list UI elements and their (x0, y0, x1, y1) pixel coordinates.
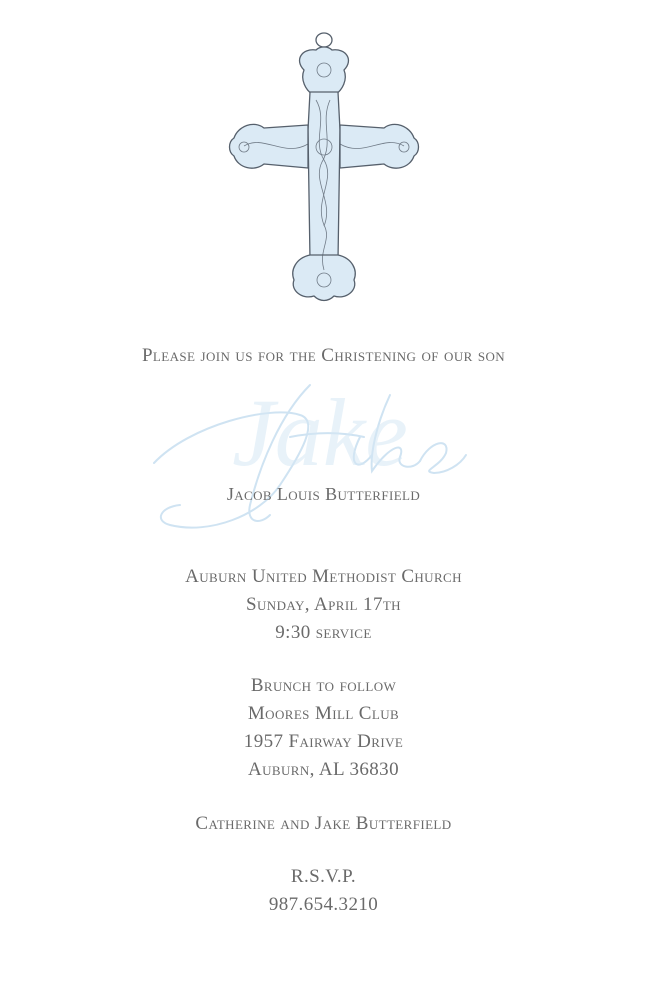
ceremony-date: Sunday, April 17th (246, 594, 401, 615)
reception-street: 1957 Fairway Drive (243, 731, 404, 752)
script-name-flourish (150, 375, 470, 535)
hosts-line: Catherine and Jake Butterfield (195, 813, 452, 834)
ceremony-time: 9:30 service (275, 622, 372, 643)
reception-note: Brunch to follow (250, 675, 397, 696)
intro-line: Please join us for the Christening of our son (141, 345, 506, 366)
rsvp-label: R.S.V.P. (290, 866, 357, 887)
child-full-name: Jacob Louis Butterfield (226, 484, 421, 504)
reception-venue: Moores Mill Club (247, 703, 400, 724)
ceremony-venue: Auburn United Methodist Church (185, 566, 462, 587)
svg-text:Jake: Jake (232, 379, 408, 486)
reception-city: Auburn, AL 36830 (248, 759, 399, 780)
ornate-cross-icon (224, 30, 424, 305)
rsvp-phone: 987.654.3210 (268, 894, 379, 915)
